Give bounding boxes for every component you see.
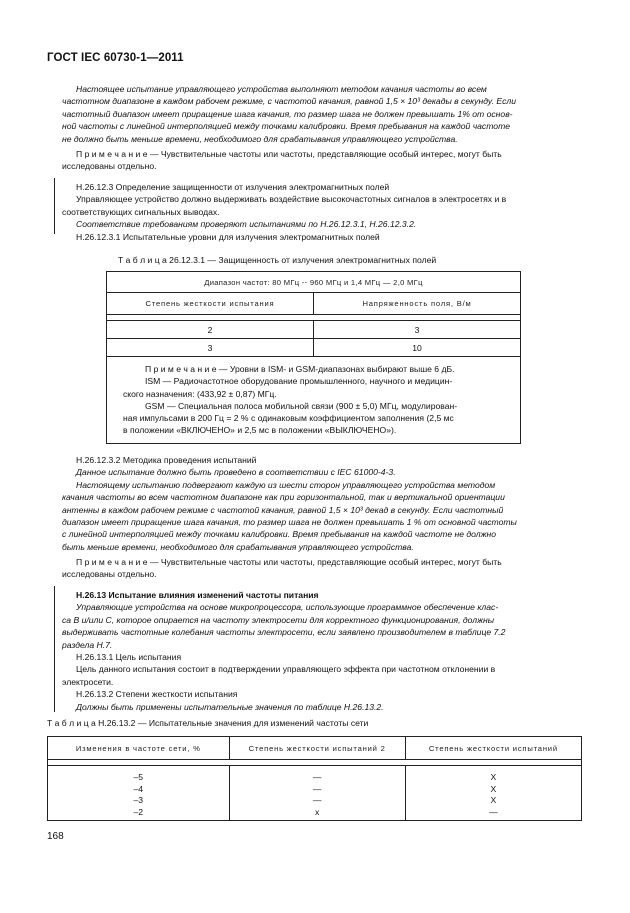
column-header: Степень жесткости испытаний [405, 737, 581, 760]
table-h-26-13-2 [47, 736, 582, 821]
caption-label: Т а б л и ц а [47, 718, 96, 728]
section-text: Соответствие требованиям проверяют испытаниями по Н.26.12.3.1, Н.26.12.3.2. [76, 219, 417, 230]
note-text: в положении «ВКЛЮЧЕНО» и 2,5 мс в положении «ВЫКЛЮЧЕНО»). [123, 425, 397, 436]
section-heading: Н.26.12.3 Определение защищенности от излучения электромагнитных полей [76, 182, 390, 192]
section-12-3 [62, 181, 582, 243]
table-cell: –4 [133, 783, 144, 794]
note-text: ная импульсами в 200 Гц = 2 % с одинаковым коэффициентом заполнения (2,5 мс [123, 413, 454, 424]
section-heading: Н.26.13.2 Степени жесткости испытания [76, 689, 238, 700]
table-cell: 3 [107, 339, 314, 357]
table-note [107, 357, 521, 444]
section-text: Настоящему испытанию подвергают каждую из шести сторон управляющего устройства методом [76, 479, 496, 490]
section-text: Н.26.12.3.1 Испытательные уровни для излучения электромагнитных полей [76, 231, 380, 242]
column-header: Напряженность поля, В/м [314, 293, 521, 315]
note-label: П р и м е ч а н и е [145, 364, 217, 374]
note-text: — Уровни в ISM- и GSM-диапазонах выбирают выше 6 дБ. [216, 364, 455, 374]
section-text: электросети. [62, 676, 114, 687]
section-text: Должны быть применены испытательные значения по таблице Н.26.13.2. [76, 701, 384, 712]
section-text: антенны в каждом рабочем режиме с частотой качания, равной 1,5 × 10³ декад в секунду. Если частотный [62, 504, 504, 515]
section-12-3-2-note [62, 556, 582, 581]
intro-note [62, 148, 582, 173]
table-cell: x [315, 806, 320, 817]
section-heading: Н.26.12.3.2 Методика проведения испытаний [76, 455, 257, 465]
section-heading: Н.26.13.1 Цель испытания [76, 652, 182, 663]
table-cell: X [490, 772, 497, 782]
document-header: ГОСТ IEC 60730-1—2011 [47, 52, 184, 64]
change-bar [54, 178, 55, 234]
table1-caption [118, 254, 630, 266]
table-cell: 3 [314, 321, 521, 339]
note-text: ского назначения: (433,92 ± 0,87) МГц. [123, 388, 277, 399]
note-label: П р и м е ч а н и е [76, 557, 148, 567]
caption-text: Н.26.13.2 — Испытательные значения для изменений частоты сети [95, 718, 369, 728]
intro-line: частотном диапазоне в каждом рабочем режиме, с частотой качания, равной 1,5 × 10³ декады в секунду. Если [62, 96, 517, 107]
column-header: Степень жесткости испытания [107, 293, 314, 315]
table-cell: X [490, 783, 497, 794]
change-column [48, 766, 230, 821]
note-text: ISM — Радиочастотное оборудование промышленного, научного и медицин- [145, 376, 453, 387]
section-text: са В и/или С, которое опирается на частоту электросети для корректного функционирования, должны [62, 614, 495, 625]
table-cell: 10 [314, 339, 521, 357]
table-cell: –3 [133, 795, 144, 806]
section-text: быть меньше времени, необходимого для срабатывания управляющего устройства. [62, 541, 414, 552]
note-text: — Чувствительные частоты или частоты, представляющие особый интерес, могут быть [147, 557, 502, 567]
section-text: Управляющие устройства на основе микропроцессора, использующие программное обеспечение клас- [76, 602, 499, 613]
section-text: Управляющее устройство должно выдерживать воздействие высокочастотных сигналов в электросетях и в [76, 194, 507, 205]
section-text: выдерживать частотные колебания частоты электросети, если заявлено производителем в таблице 7.2 [62, 627, 506, 638]
column-header: Изменения в частоте сети, % [48, 737, 230, 760]
range-header: Диапазон частот: 80 МГц -- 960 МГц и 1,4 МГц — 2,0 МГц [107, 272, 521, 293]
table-row [107, 339, 521, 357]
note-text: исследованы отдельно. [62, 161, 157, 172]
intro-line: не должно быть меньше времени, необходимого для срабатывания управляющего устройства. [62, 133, 458, 144]
table-cell: — [312, 783, 322, 794]
caption-text: 26.12.3.1 — Защищенность от излучения электромагнитных полей [166, 255, 437, 265]
section-text: раздела Н.7. [62, 639, 113, 650]
section-text: с линейной интерполяцией между точками калибровки. Время пребывания на каждой частоте не должно [62, 529, 496, 540]
table-cell: 2 [107, 321, 314, 339]
level-column [405, 766, 581, 821]
note-text: — Чувствительные частоты или частоты, представляющие особый интерес, могут быть [147, 149, 502, 159]
section-text: Цель данного испытания состоит в подтверждении управляющего эффекта при частотном отклонении в [76, 664, 496, 675]
table2-caption [47, 717, 567, 729]
intro-line: ной частоты с линейной интерполяцией между точками калибровки. Время пребывания на каждой частоте [62, 121, 511, 132]
column-header: Степень жесткости испытаний 2 [229, 737, 405, 760]
note-text: исследованы отдельно. [62, 569, 157, 580]
table-cell: X [490, 795, 497, 806]
caption-label: Т а б л и ц а [118, 255, 167, 265]
section-heading: Н.26.13 Испытание влияния изменений частоты питания [76, 590, 319, 600]
table-cell: — [489, 806, 498, 817]
section-12-3-2 [62, 454, 582, 553]
change-bar [54, 586, 55, 712]
level2-column [229, 766, 405, 821]
section-text: соответствующих сигнальных выводах. [62, 206, 220, 217]
section-text: Данное испытание должно быть проведено в соответствии с IEC 61000-4-3. [76, 467, 396, 478]
table-26-12-3-1 [106, 271, 521, 444]
section-13 [62, 589, 582, 713]
table-row [107, 321, 521, 339]
section-text: качания частоты во всем частотном диапазоне как при горизонтальной, так и вертикальной ориентации [62, 492, 505, 503]
section-text: диапазон имеет приращение шага качания, то размер шага не должен превышать 1 % от основной частоты [62, 517, 517, 528]
table-cell: –5 [133, 772, 144, 782]
intro-line: Настоящее испытание управляющего устройства выполняют методом качания частоты во всем [76, 84, 487, 94]
note-label: П р и м е ч а н и е [76, 149, 148, 159]
note-text: GSM — Специальная полоса мобильной связи (900 ± 5,0) МГц, модулирован- [145, 400, 458, 411]
intro-paragraph [62, 83, 582, 145]
intro-line: частотный диапазон имеет приращение шага качания, то размер шага не должен превышать 1% от основ- [62, 108, 513, 119]
page-number: 168 [47, 831, 64, 842]
table-cell: –2 [133, 806, 144, 817]
table-cell: — [312, 772, 322, 782]
table-cell: — [312, 795, 322, 806]
